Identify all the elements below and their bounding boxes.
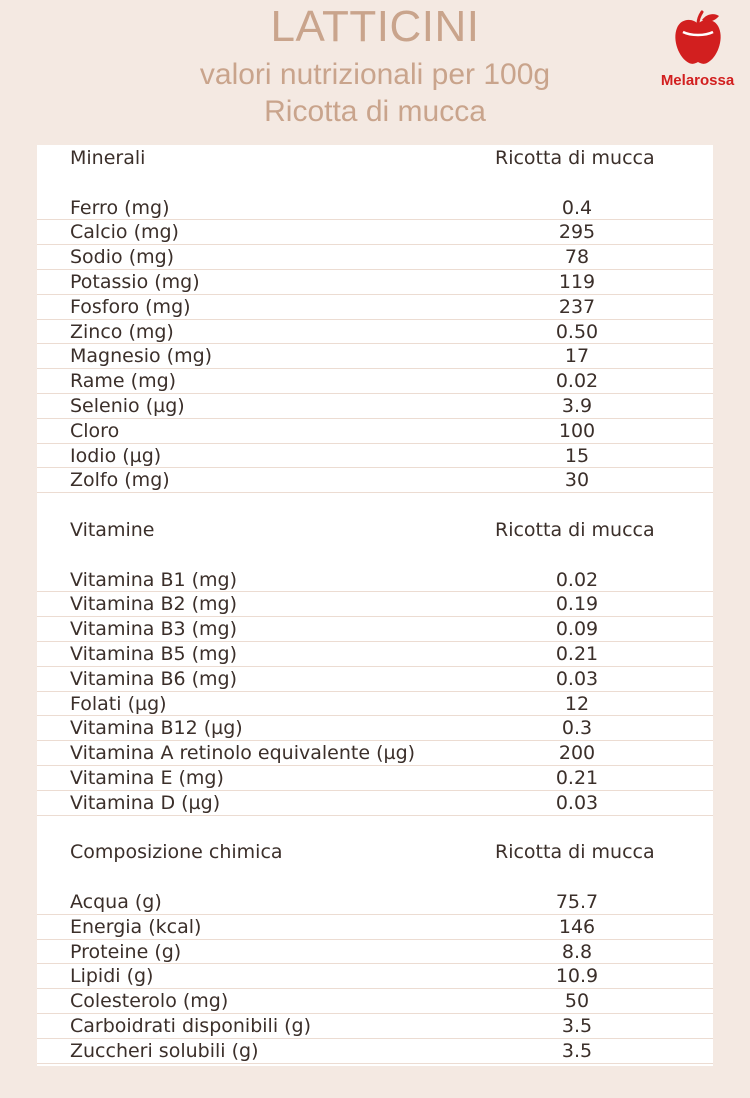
table-row [37,989,713,1014]
nutrient-value: 0.50 [555,320,599,343]
nutrient-label: Zuccheri solubili (g) [70,1039,259,1062]
nutrient-label: Cloro [70,419,120,442]
nutrient-value: 237 [558,295,596,318]
section-header-composizione [37,840,713,865]
table-row [37,791,713,816]
nutrient-label: Proteine (g) [70,940,182,963]
table-row [37,716,713,741]
nutrient-value: 0.21 [555,767,599,789]
nutrient-label: Vitamina D (µg) [70,791,221,814]
nutrient-value: 0.03 [555,791,599,814]
nutrient-value: 78 [564,246,590,269]
nutrient-label: Vitamina E (mg) [70,767,224,789]
nutrient-value: 30 [564,469,590,492]
nutrient-label: Rame (mg) [70,370,177,393]
nutrient-value: 3.5 [561,1039,593,1062]
nutrient-label: Calcio (mg) [70,221,179,244]
table-row [37,295,713,320]
nutrient-label: Vitamina B5 (mg) [70,643,238,665]
table-row [37,220,713,245]
table-row [37,642,713,667]
nutrient-label: Potassio (mg) [70,271,200,293]
nutrient-label: Zinco (mg) [70,320,174,343]
table-row [37,766,713,791]
table-row [37,344,713,369]
column-header: Ricotta di mucca [495,147,655,169]
nutrient-label: Zolfo (mg) [70,469,170,492]
nutrient-label: Vitamina B2 (mg) [70,593,238,616]
nutrient-label: Selenio (µg) [70,395,185,417]
nutrient-label: Lipidi (g) [70,965,154,988]
nutrient-value: 119 [558,271,596,293]
table-row [37,196,713,221]
nutrient-label: Acqua (g) [70,891,162,913]
table-row [37,940,713,965]
column-header: Ricotta di mucca [495,519,655,541]
table-row [37,890,713,915]
nutrient-label: Ferro (mg) [70,196,170,219]
apple-icon [671,10,725,68]
nutrient-value: 0.02 [555,370,599,393]
table-row [37,667,713,692]
nutrient-label: Magnesio (mg) [70,345,213,368]
nutrient-label: Colesterolo (mg) [70,990,229,1013]
nutrient-value: 8.8 [561,940,593,963]
nutrient-value: 0.3 [561,717,593,740]
nutrient-value: 0.02 [555,568,599,591]
section-header-vitamine [37,518,713,543]
table-row [37,369,713,394]
page-title: LATTICINI [270,2,480,51]
nutrient-value: 146 [558,915,596,938]
table-row [37,692,713,717]
melarossa-logo[interactable] [655,10,740,100]
nutrient-label: Energia (kcal) [70,915,202,938]
section-title: Composizione chimica [70,841,283,864]
nutrient-value: 0.4 [561,196,593,219]
table-row [37,617,713,642]
nutrition-table [37,145,713,1066]
nutrient-value: 10.9 [555,965,599,988]
nutrient-value: 12 [564,692,590,715]
table-row [37,915,713,940]
nutrient-value: 100 [558,419,596,442]
table-row [37,468,713,493]
nutrient-value: 50 [564,990,590,1013]
table-row [37,320,713,345]
table-row [37,444,713,469]
nutrient-value: 3.9 [561,395,593,417]
nutrient-value: 295 [558,221,596,244]
table-row [37,741,713,766]
section-header-minerali [37,146,713,171]
nutrient-value: 75.7 [555,891,599,913]
table-row [37,592,713,617]
nutrient-value: 17 [564,345,590,368]
nutrient-value: 0.09 [555,618,599,641]
nutrient-label: Vitamina A retinolo equivalente (µg) [70,742,416,765]
nutrient-label: Carboidrati disponibili (g) [70,1015,312,1037]
section-title: Minerali [70,147,146,169]
section-title: Vitamine [70,519,155,541]
nutrient-label: Vitamina B3 (mg) [70,618,238,641]
table-row [37,1014,713,1039]
nutrient-label: Folati (µg) [70,692,167,715]
logo-text: Melarossa [660,72,735,89]
nutrient-label: Vitamina B12 (µg) [70,717,243,740]
nutrient-label: Vitamina B6 (mg) [70,667,238,690]
nutrient-label: Fosforo (mg) [70,295,191,318]
nutrient-value: 15 [564,444,590,467]
table-row [37,568,713,593]
nutrient-label: Sodio (mg) [70,246,175,269]
table-row [37,270,713,295]
nutrient-value: 0.03 [555,667,599,690]
table-row [37,964,713,989]
nutrient-value: 3.5 [561,1015,593,1037]
table-row [37,245,713,270]
table-row [37,419,713,444]
product-name: Ricotta di mucca [264,95,486,128]
column-header: Ricotta di mucca [495,841,655,864]
header [0,0,750,140]
page-subtitle: valori nutrizionali per 100g [199,58,551,91]
nutrient-value: 0.21 [555,643,599,665]
table-row [37,1039,713,1064]
nutrient-label: Vitamina B1 (mg) [70,568,238,591]
table-row [37,394,713,419]
nutrient-label: Iodio (µg) [70,444,162,467]
nutrient-value: 200 [558,742,596,765]
nutrient-value: 0.19 [555,593,599,616]
